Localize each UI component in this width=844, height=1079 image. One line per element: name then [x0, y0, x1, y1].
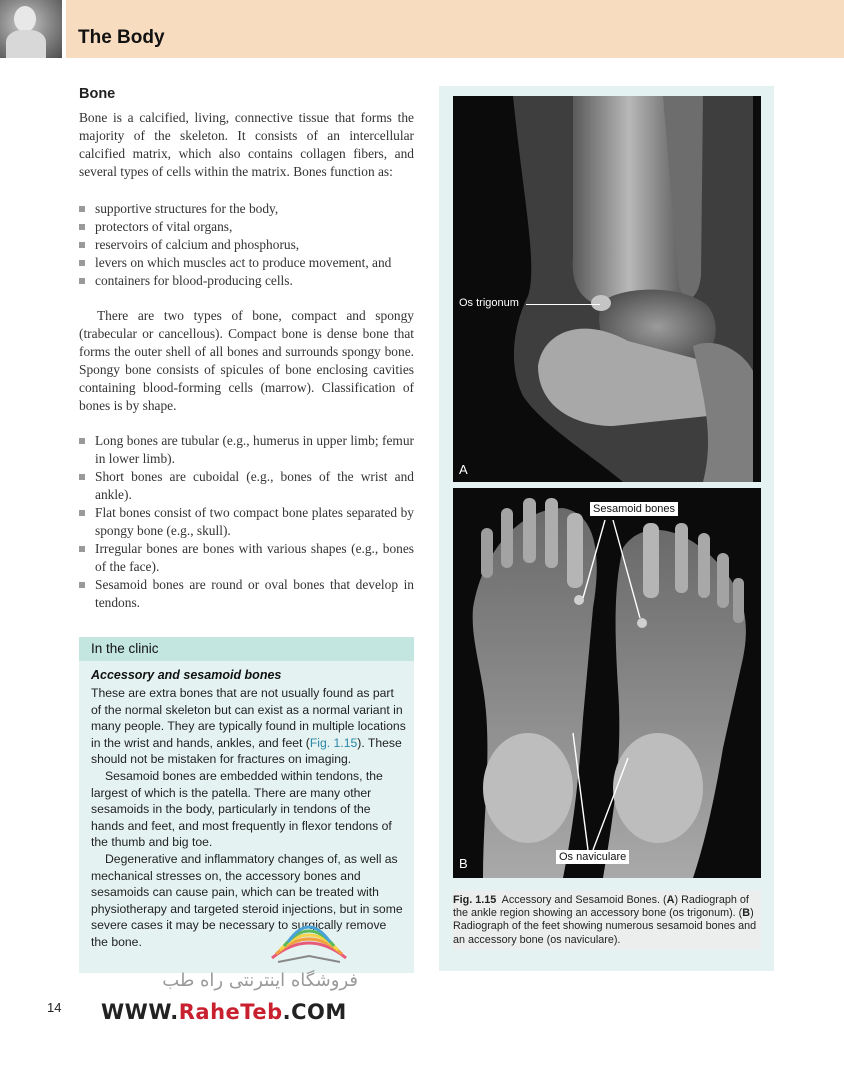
list-item: Short bones are cuboidal (e.g., bones of the wrist and ankle).: [79, 468, 414, 504]
os-trigonum-label: Os trigonum: [459, 297, 519, 309]
bone-functions-list: [79, 200, 414, 290]
bone-intro-paragraph: Bone is a calcified, living, connective tissue that forms the majority of the skeleton. It consists of an intercellular calcified matrix, which also contains collagen fibers, and several types of cells within the matrix. Bones function as:: [79, 110, 414, 179]
list-item: reservoirs of calcium and phosphorus,: [79, 236, 414, 254]
clinic-paragraph-2: Sesamoid bones are embedded within tendons, the largest of which is the patella. There are many other sesamoids in the body, particularly in tendons of the hands and feet, and most frequently in flexor tendons of the thumb and big toe.: [91, 769, 392, 850]
os-naviculare-label: Os naviculare: [556, 850, 629, 864]
clinic-title: In the clinic: [91, 641, 159, 656]
ankle-radiograph-drawing: [453, 96, 761, 482]
ankle-radiograph: [453, 96, 761, 482]
list-item: Irregular bones are bones with various shapes (e.g., bones of the face).: [79, 540, 414, 576]
watermark-book-logo: [268, 918, 350, 964]
sesamoid-pointer-lines: [453, 488, 761, 878]
bone-classification-list: [79, 432, 414, 612]
list-item: Flat bones consist of two compact bone plates separated by spongy bone (e.g., skull).: [79, 504, 414, 540]
clinic-paragraph-1: These are extra bones that are not usually found as part of the normal skeleton but can exist as a normal variant in many people. They are typically found in multiple locations in the wrist and hands, ankles, and feet (Fig. 1.15). These should not be mistaken for fractures on imaging.: [91, 686, 406, 767]
section-heading: Bone: [79, 86, 116, 102]
list-item: protectors of vital organs,: [79, 218, 414, 236]
list-item: supportive structures for the body,: [79, 200, 414, 218]
list-item: Sesamoid bones are round or oval bones that develop in tendons.: [79, 576, 414, 612]
header-divider: [62, 0, 66, 58]
clinic-header: [79, 637, 414, 661]
list-item: containers for blood-producing cells.: [79, 272, 414, 290]
watermark-url: WWW.RaheTeb.COM: [101, 1000, 347, 1024]
chapter-thumbnail-image: [0, 0, 62, 58]
chapter-header: [0, 0, 844, 58]
panel-b-letter: B: [459, 856, 468, 871]
panel-a-letter: A: [459, 462, 468, 477]
watermark-persian-text: فروشگاه اینترنتی راه طب: [162, 970, 358, 991]
bone-types-paragraph: There are two types of bone, compact and spongy (trabecular or cancellous). Compact bone is dense bone that forms the outer shell of all bones and surrounds spongy bone. Spongy bone consists of spicules of bone enclosing cavities containing blood-forming cells (marrow). Classification of bones is by shape.: [79, 308, 414, 413]
clinic-paragraph-3: Degenerative and inflammatory changes of, as well as mechanical stresses on, the accessory bones and sesamoids can cause pain, which can be treated with physiotherapy and targeted steroid injections, but in some severe cases it may be necessary to surgically remove the bone.: [91, 852, 403, 949]
figure-reference-link[interactable]: Fig. 1.15: [309, 735, 358, 750]
os-trigonum-pointer-line: [526, 304, 600, 305]
figure-caption: Fig. 1.15 Accessory and Sesamoid Bones. (A) Radiograph of the ankle region showing an accessory bone (os trigonum). (B) Radiograph of the feet showing numerous sesamoid bones and an accessory bone (os naviculare).: [453, 890, 761, 950]
chapter-title: The Body: [78, 27, 165, 48]
in-the-clinic-box: [79, 637, 414, 973]
list-item: levers on which muscles act to produce movement, and: [79, 254, 414, 272]
sesamoid-bones-label: Sesamoid bones: [590, 502, 678, 516]
page-number: 14: [47, 1000, 62, 1015]
list-item: Long bones are tubular (e.g., humerus in upper limb; femur in lower limb).: [79, 432, 414, 468]
clinic-subtitle: Accessory and sesamoid bones: [91, 668, 282, 682]
